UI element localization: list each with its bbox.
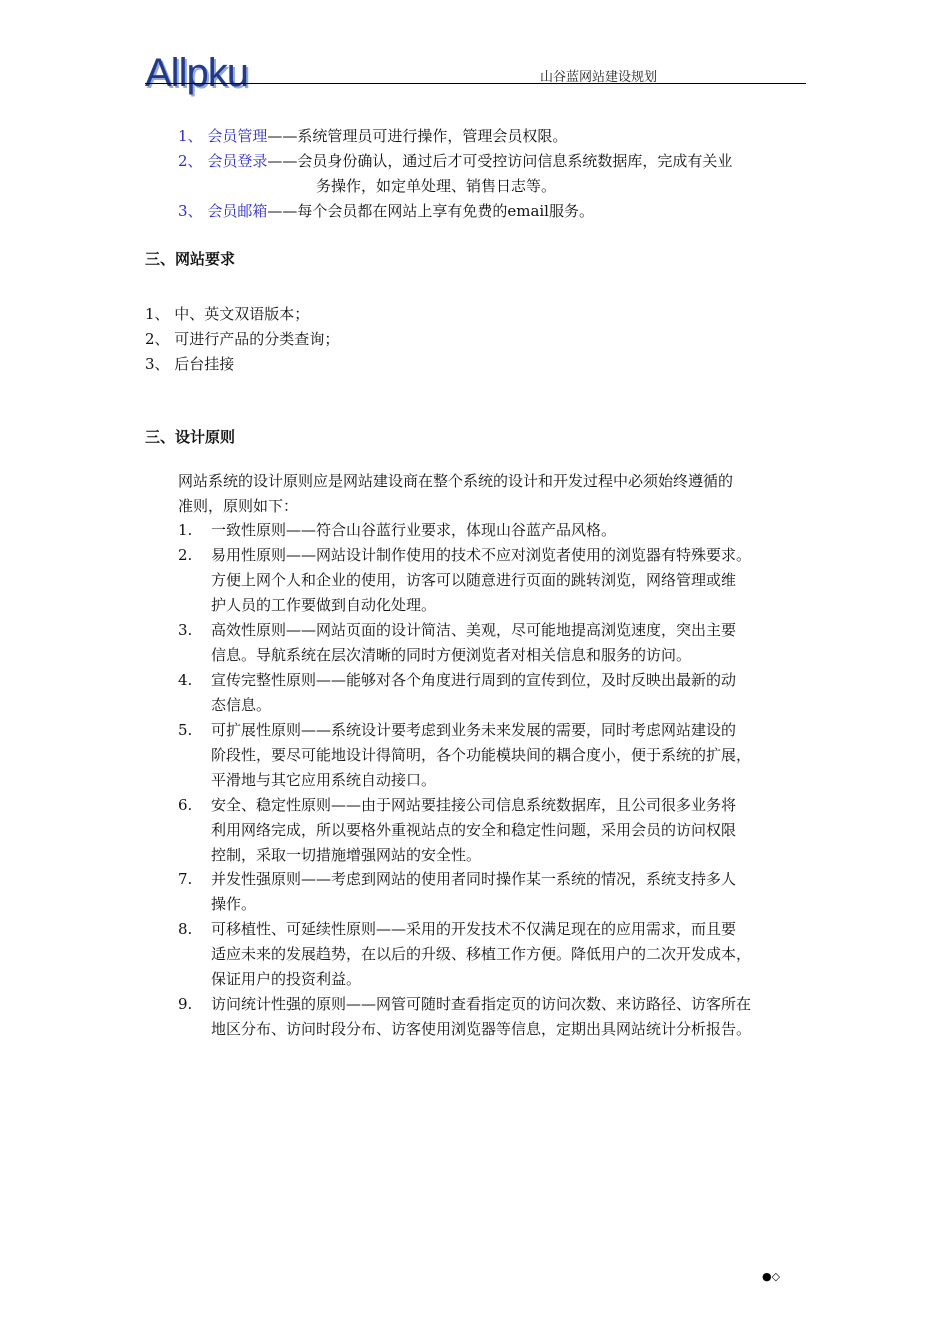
principle-text: 宣传完整性原则——能够对各个角度进行周到的宣传到位，及时反映出最新的动 [211, 671, 737, 689]
requirement-item: 2、 可进行产品的分类查询； [145, 330, 340, 348]
section-heading-requirements: 三、网站要求 [145, 250, 236, 268]
member-item-desc: ——系统管理员可进行操作，管理会员权限。 [267, 127, 568, 145]
principle-text: 操作。 [211, 895, 257, 913]
member-item-desc-continued: 务操作，如定单处理、销售日志等。 [316, 177, 557, 195]
requirement-item: 1、 中、英文双语版本； [145, 305, 310, 323]
principle-text: 易用性原则——网站设计制作使用的技术不应对浏览者使用的浏览器有特殊要求。 [211, 546, 752, 564]
member-item-term: 会员登录 [207, 152, 268, 170]
member-item-number: 2、 [178, 152, 203, 170]
member-item-term: 会员邮箱 [207, 202, 268, 220]
member-item-desc: ——每个会员都在网站上享有免费的email服务。 [267, 202, 594, 220]
principle-text: 控制，采取一切措施增强网站的安全性。 [211, 846, 482, 864]
company-logo: Allpku [145, 51, 248, 95]
principle-text: 适应未来的发展趋势，在以后的升级、移植工作方便。降低用户的二次开发成本， [211, 945, 752, 963]
principle-text: 阶段性，要尽可能地设计得简明，各个功能模块间的耦合度小，便于系统的扩展， [211, 746, 752, 764]
principle-text: 可移植性、可延续性原则——采用的开发技术不仅满足现在的应用需求，而且要 [211, 920, 737, 938]
member-item-number: 1、 [178, 127, 203, 145]
principle-number: 2. [178, 546, 193, 564]
principle-text: 地区分布、访问时段分布、访客使用浏览器等信息，定期出具网站统计分析报告。 [211, 1020, 752, 1038]
principle-text: 方便上网个人和企业的使用，访客可以随意进行页面的跳转浏览，网络管理或维 [211, 571, 737, 589]
principle-text: 信息。导航系统在层次清晰的同时方便浏览者对相关信息和服务的访问。 [211, 646, 692, 664]
principle-text: 一致性原则——符合山谷蓝行业要求，体现山谷蓝产品风格。 [211, 521, 617, 539]
principle-text: 并发性强原则——考虑到网站的使用者同时操作某一系统的情况，系统支持多人 [211, 870, 737, 888]
principle-number: 3. [178, 621, 193, 639]
member-item-desc: ——会员身份确认，通过后才可受控访问信息系统数据库，完成有关业 [267, 152, 733, 170]
principles-intro: 准则，原则如下： [178, 497, 299, 515]
principle-text: 高效性原则——网站页面的设计简洁、美观，尽可能地提高浏览速度，突出主要 [211, 621, 737, 639]
member-item [178, 151, 732, 171]
principle-text: 安全、稳定性原则——由于网站要挂接公司信息系统数据库，且公司很多业务将 [211, 796, 737, 814]
header-title: 山谷蓝网站建设规划 [540, 70, 658, 85]
page-mark-icon: ●◇ [762, 1270, 781, 1283]
member-item-term: 会员管理 [207, 127, 268, 145]
member-item [178, 126, 567, 146]
member-item [178, 201, 594, 221]
principle-text: 利用网络完成，所以要格外重视站点的安全和稳定性问题，采用会员的访问权限 [211, 821, 737, 839]
principle-number: 4. [178, 671, 193, 689]
principle-number: 9. [178, 995, 193, 1013]
section-heading-principles: 三、设计原则 [145, 428, 236, 446]
principle-text: 保证用户的投资利益。 [211, 970, 362, 988]
principle-number: 5. [178, 721, 193, 739]
principle-number: 7. [178, 870, 193, 888]
principle-text: 护人员的工作要做到自动化处理。 [211, 596, 437, 614]
member-item-number: 3、 [178, 202, 203, 220]
principle-number: 6. [178, 796, 193, 814]
header-divider [145, 83, 806, 84]
principle-text: 访问统计性强的原则——网管可随时查看指定页的访问次数、来访路径、访客所在 [211, 995, 752, 1013]
principle-text: 平滑地与其它应用系统自动接口。 [211, 771, 437, 789]
principle-number: 8. [178, 920, 193, 938]
requirement-item: 3、 后台挂接 [145, 355, 235, 373]
principle-text: 态信息。 [211, 696, 272, 714]
principle-text: 可扩展性原则——系统设计要考虑到业务未来发展的需要，同时考虑网站建设的 [211, 721, 737, 739]
principle-number: 1. [178, 521, 193, 539]
principles-intro: 网站系统的设计原则应是网站建设商在整个系统的设计和开发过程中必须始终遵循的 [178, 472, 734, 490]
